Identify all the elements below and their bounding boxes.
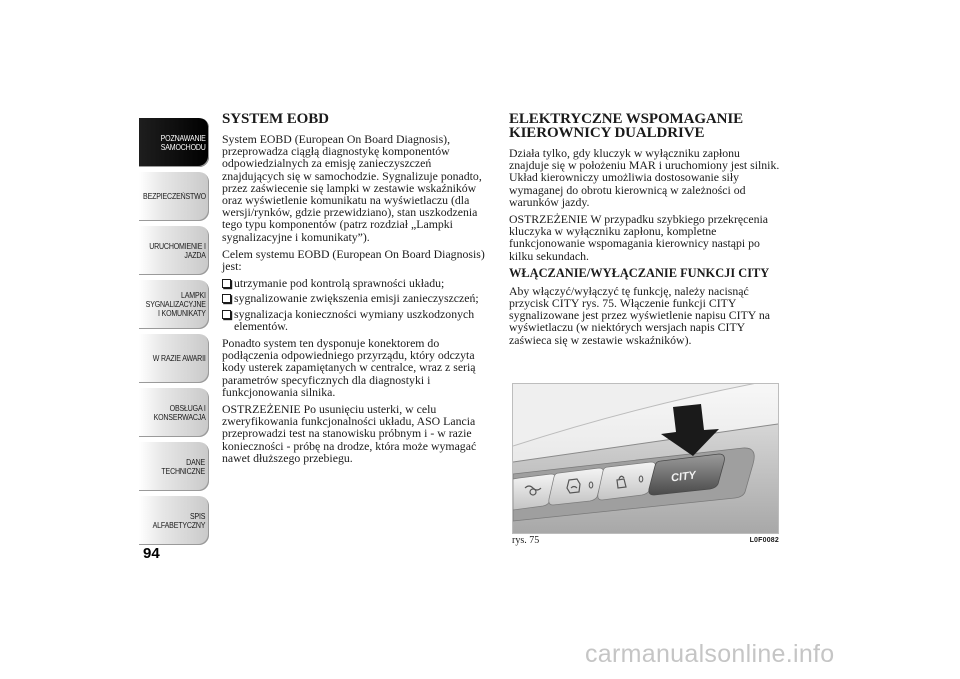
paragraph: Działa tylko, gdy kluczyk w wyłączniku zapłonu znajduje się w położeniu MAR i uruchomiony jest silnik. Układ kierowniczy umożliwia dostosowanie siły wymaganej do obrotu kierownicą w zależności od warunków jazdy. [509, 146, 780, 209]
list-item [222, 308, 490, 332]
list-item-text: sygnalizowanie zwiększenia emisji zanieczyszczeń; [234, 291, 479, 306]
warning-paragraph: OSTRZEŻENIE Po usunięciu usterki, w celu zweryfikowania funkcjonalności układu, ASO Lancia przeprowadzi test na stanowisku próbnym i - w razie konieczności - próbę na drodze, która może wymagać nawet dłuższego przebiegu. [222, 402, 477, 465]
tab-poznawanie-samochodu[interactable] [139, 118, 209, 167]
list-item-text: utrzymanie pod kontrolą sprawności układu; [234, 276, 445, 291]
tab-spis-alfabetyczny[interactable] [139, 496, 209, 545]
tab-dane-techniczne[interactable] [139, 442, 209, 491]
figure-code: L0F0082 [749, 537, 779, 544]
tab-label: DANE TECHNICZNE [161, 457, 206, 476]
list-item [222, 292, 490, 304]
section-title-line: KIEROWNICY DUALDRIVE [509, 125, 705, 141]
tab-label: POZNAWANIE SAMOCHODU [160, 133, 206, 152]
paragraph: Aby włączyć/wyłączyć tę funkcję, należy nacisnąć przycisk CITY rys. 75. Włączenie funkcji CITY sygnalizowane jest przez wyświetlenie napisu CITY na wyświetlaczu (w niektórych wersjach napis CITY zaświeca się w zestawie wskaźników). [509, 283, 770, 347]
tab-label: BEZPIECZEŃSTWO [142, 192, 206, 201]
tab-uruchomienie-i-jazda[interactable] [139, 226, 209, 275]
subsection-title: WŁĄCZANIE/WYŁĄCZANIE FUNKCJI CITY [509, 265, 770, 280]
bullet-list [222, 277, 490, 332]
section-title-line: ELEKTRYCZNE WSPOMAGANIE [509, 111, 744, 127]
section-title: SYSTEM EOBD [222, 111, 329, 127]
eobd-section [222, 112, 490, 469]
tab-label: W RAZIE AWARII [152, 354, 206, 363]
tab-obsluga-i-konserwacja[interactable] [139, 388, 209, 437]
tab-w-razie-awarii[interactable] [139, 334, 209, 383]
chapter-sidebar [139, 118, 209, 548]
tab-label: LAMPKI SYGNALIZACYJNE I KOMUNIKATY [145, 291, 206, 318]
tab-bezpieczenstwo[interactable] [139, 172, 209, 221]
tab-label: URUCHOMIENIE I JAZDA [148, 241, 206, 260]
tab-label: OBSŁUGA I KONSERWACJA [153, 403, 206, 422]
tab-lampki-sygnalizacyjne[interactable] [139, 280, 209, 329]
paragraph: Celem systemu EOBD (European On Board Diagnosis) jest: [222, 246, 485, 274]
figure-caption [512, 535, 779, 546]
city-button-figure [512, 383, 779, 534]
paragraph: System EOBD (European On Board Diagnosis), przeprowadza ciągłą diagnostykę komponentów odpowiedzialnych za emisję zanieczyszczeń znajdujących się w samochodzie. Sygnalizuje ponadto, przez zaświecenie się lampki w zestawie wskaźników oraz wyświetlenie komunikatu na wyświetlaczu (dla wersji/rynków, gdzie przewidziano), stan uszkodzenia tego typu komponentów (patrz rozdział „Lampki sygnalizacyjne i komunikaty”). [222, 132, 482, 244]
checkbox-bullet-icon [222, 310, 231, 319]
caption-label: rys. 75 [512, 535, 540, 546]
checkbox-bullet-icon [222, 279, 231, 288]
list-item-text: sygnalizacja konieczności wymiany uszkodzonych elementów. [234, 306, 475, 333]
dualdrive-section [509, 112, 781, 351]
tab-label: SPIS ALFABETYCZNY [152, 511, 206, 530]
page-number: 94 [143, 545, 160, 562]
warning-paragraph: OSTRZEŻENIE W przypadku szybkiego przekręcenia kluczyka w wyłączniku zapłonu, kompletne funkcjonowanie wspomagania kierownicy nastąpi po kilku sekundach. [509, 212, 769, 263]
list-item [222, 277, 490, 289]
section-title [509, 112, 781, 140]
city-button-label: CITY [670, 469, 697, 485]
paragraph: Ponadto system ten dysponuje konektorem do podłączenia odpowiedniego przyrządu, który odczyta kody usterek zapamiętanych w centralce, wraz z serią parametrów specyficznych dla diagnostyki i funkcjonowania silnika. [222, 336, 476, 399]
checkbox-bullet-icon [222, 294, 231, 303]
dashboard-illustration [513, 384, 778, 533]
watermark: carmanualsonline.info [585, 640, 835, 668]
